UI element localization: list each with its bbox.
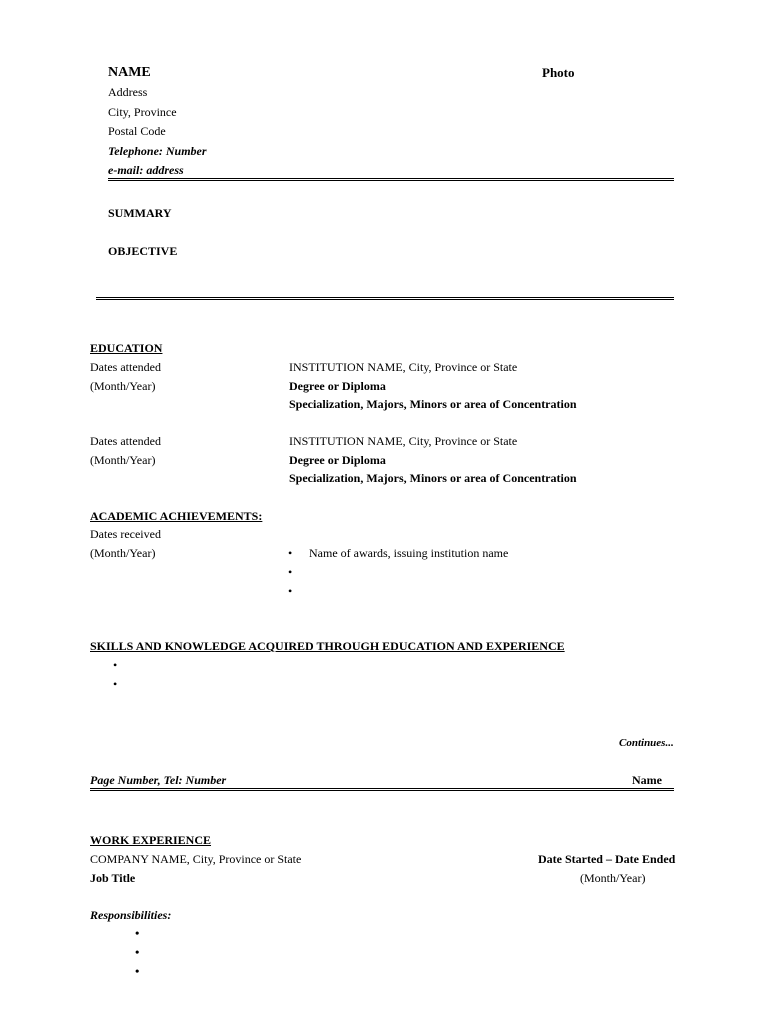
- bullet-icon: •: [135, 945, 140, 959]
- bullet-icon: •: [113, 658, 118, 672]
- bullet-icon: •: [288, 565, 293, 579]
- bullet-icon: •: [288, 584, 293, 598]
- bullet-icon: •: [135, 926, 140, 940]
- summary-divider: [96, 297, 674, 300]
- resume-name: NAME: [108, 65, 151, 80]
- education-month-year: (Month/Year): [90, 379, 156, 393]
- education-institution: INSTITUTION NAME, City, Province or State: [289, 360, 518, 374]
- responsibilities-label: Responsibilities:: [90, 908, 172, 922]
- education-degree: Degree or Diploma: [289, 453, 386, 467]
- education-dates: Dates attended: [90, 434, 161, 448]
- objective-label: OBJECTIVE: [108, 244, 178, 258]
- education-degree: Degree or Diploma: [289, 379, 386, 393]
- bullet-icon: •: [288, 546, 293, 560]
- page-tel-footer: Page Number, Tel: Number: [90, 773, 227, 787]
- education-specialization: Specialization, Majors, Minors or area of Concentration: [289, 471, 577, 485]
- summary-label: SUMMARY: [108, 206, 172, 220]
- award-item: Name of awards, issuing institution name: [309, 546, 509, 560]
- postal-line: Postal Code: [108, 124, 166, 138]
- education-title: EDUCATION: [90, 341, 163, 355]
- academic-dates: Dates received: [90, 527, 161, 541]
- address-line: Address: [108, 85, 148, 99]
- education-dates: Dates attended: [90, 360, 161, 374]
- header-divider: [108, 178, 674, 181]
- work-title: WORK EXPERIENCE: [90, 833, 212, 847]
- job-title: Job Title: [90, 871, 136, 885]
- footer-name: Name: [632, 773, 662, 787]
- education-institution: INSTITUTION NAME, City, Province or State: [289, 434, 518, 448]
- work-month-year: (Month/Year): [580, 871, 646, 885]
- skills-title: SKILLS AND KNOWLEDGE ACQUIRED THROUGH EDUCATION AND EXPERIENCE: [90, 639, 565, 653]
- continues-note: Continues...: [619, 737, 674, 749]
- footer-divider: [90, 788, 674, 791]
- work-date-range: Date Started – Date Ended: [538, 852, 676, 866]
- bullet-icon: •: [113, 677, 118, 691]
- email-line: e-mail: address: [108, 163, 184, 177]
- academic-month-year: (Month/Year): [90, 546, 156, 560]
- city-line: City, Province: [108, 105, 177, 119]
- telephone-line: Telephone: Number: [108, 144, 207, 158]
- education-month-year: (Month/Year): [90, 453, 156, 467]
- academic-title: ACADEMIC ACHIEVEMENTS:: [90, 509, 263, 523]
- company-name: COMPANY NAME, City, Province or State: [90, 852, 302, 866]
- education-specialization: Specialization, Majors, Minors or area of Concentration: [289, 397, 577, 411]
- photo-placeholder: Photo: [542, 65, 575, 80]
- bullet-icon: •: [135, 964, 140, 978]
